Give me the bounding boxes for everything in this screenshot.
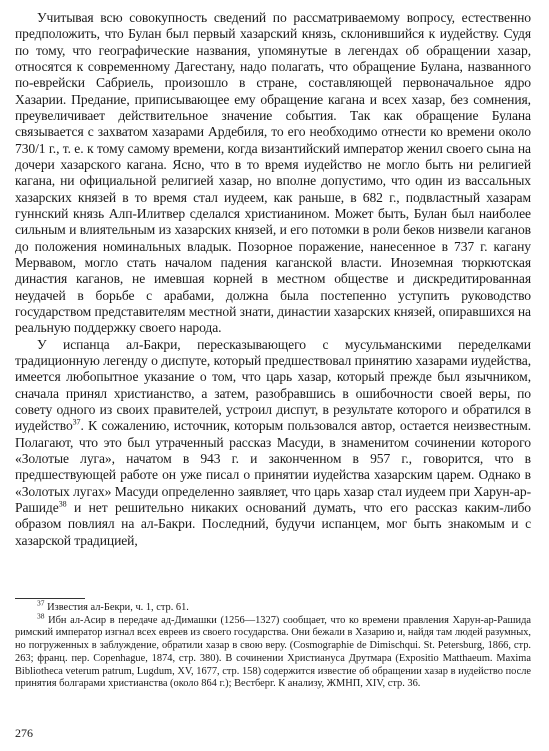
footnote-reference-38: 38 xyxy=(58,499,67,509)
paragraph-2-part-2: . К сожалению, источник, которым пользовался автор, остается неизвестным. Полагают, что это был утраченный рассказ Масуди, в знаменитом сочинении которого «Золотые луга», начатом в 943 г. и законченном в 957 г., говорится, что в предшествующей работе он уже писал о принятии иудейства хазарским царем. Однако в «Золотых лугах» Масуди определенно заявляет, что царь хазар стал иудеем при Харун-ар-Рашиде xyxy=(15,418,531,515)
paragraph-2-part-3: и нет решительно никаких оснований думать, что его рассказ каким-либо образом повлиял на ал-Бакри. Последний, будучи испанцем, мог быть знакомым и с хазарской традицией, xyxy=(15,499,531,548)
paragraph-2-part-1: У испанца ал-Бакри, пересказывающего с мусульманскими переделками традиционную легенду о диспуте, который предшествовал принятию хазарами иудейства, имеется любопытное указание о том, что царь хазар, который прежде был язычником, сначала принял христианство, а затем, разобравшись в ошибочности своей веры, по совету одного из своих правителей, устроил диспут, в результате которого и обратился в иудейство xyxy=(15,336,531,434)
footnotes xyxy=(15,598,531,691)
main-text xyxy=(15,10,531,549)
page-number: 276 xyxy=(15,726,33,740)
paragraph-1: Учитывая всю совокупность сведений по рассматриваемому вопросу, естественно предположить, что Булан был первый хазарский князь, склонившийся к иудейству. Судя по тому, что географические названия, упомянутые в легендах об обращении хазар, относятся к современному Дагестану, надо полагать, что обращение Булана, названного по-еврейски Сабриель, произошло в стране, составляющей первоначальное ядро Хазарии. Предание, приписывающее ему обращение кагана и всех хазар, без сомнения, преувеличивает действительное значение события. Так как обращение Булана связывается с захватом хазарами Ардебиля, то его необходимо отнести ко времени около 730/1 г., т. е. к тому самому времени, когда византийский император женил своего сына на дочери хазарского кагана. Ясно, что в то время иудейство не могло быть ни религией кагана, ни официальной религией хазар, но вполне допустимо, что один из вассальных хазарских князей в то время стал иудеем, как раньше, в 682 г., подвластный хазарам гуннский князь Алп-Илитвер сделался христианином. Может быть, Булан был наиболее сильным и влиятельным из хазарских князей, и его потомки в роли беков низвели каганов до положения номинальных владык. Позорное поражение, нанесенное в 737 г. кагану Мервавом, могло стать началом падения каганской власти. Иноземная тюркютская династия каганов, не имевшая корней в местном обществе и дискредитированная неудачей в борьбе с арабами, должна была постепенно уступить руководство государством представителям местной знати, династии хазарских князей, опиравшихся на реальную поддержку своего народа. xyxy=(15,10,531,336)
footnote-37 xyxy=(15,598,531,615)
footnote-37-text: Известия ал-Бекри, ч. 1, стр. 61. xyxy=(44,602,189,613)
footnote-38 xyxy=(15,611,531,691)
paragraph-2 xyxy=(15,337,531,549)
footnote-divider xyxy=(15,598,85,599)
footnote-reference-37: 37 xyxy=(72,417,81,427)
footnote-38-text: Ибн ал-Асир в передаче ад-Димашки (1256—1327) сообщает, что ко времени правления Харун-ар-Рашида римский император изгнал всех евреев из своего государства. Они бежали в Хазарию и, найдя там людей разумных, но погруженных в заблуждение, обратили хазар в свою веру. (Cosmographie de Dimischqui. St. Petersburg, 1866, стр. 263; франц. пер. Copenhague, 1874, стр. 380). В сочинении Христиануса Друтмара (Expositio Matthaeum. Maxima Bibliotheca veterum patrum, Lugdum, XV, 1677, стр. 158) содержится известие об обращении хазар в иудейство после принятия болгарами христианства (около 864 г.); Вестберг. К анализу, ЖМНП, XIV, стр. 36. xyxy=(15,614,531,690)
footnote-38-mark: 38 xyxy=(37,611,45,621)
footnote-37-mark: 37 xyxy=(37,598,45,608)
